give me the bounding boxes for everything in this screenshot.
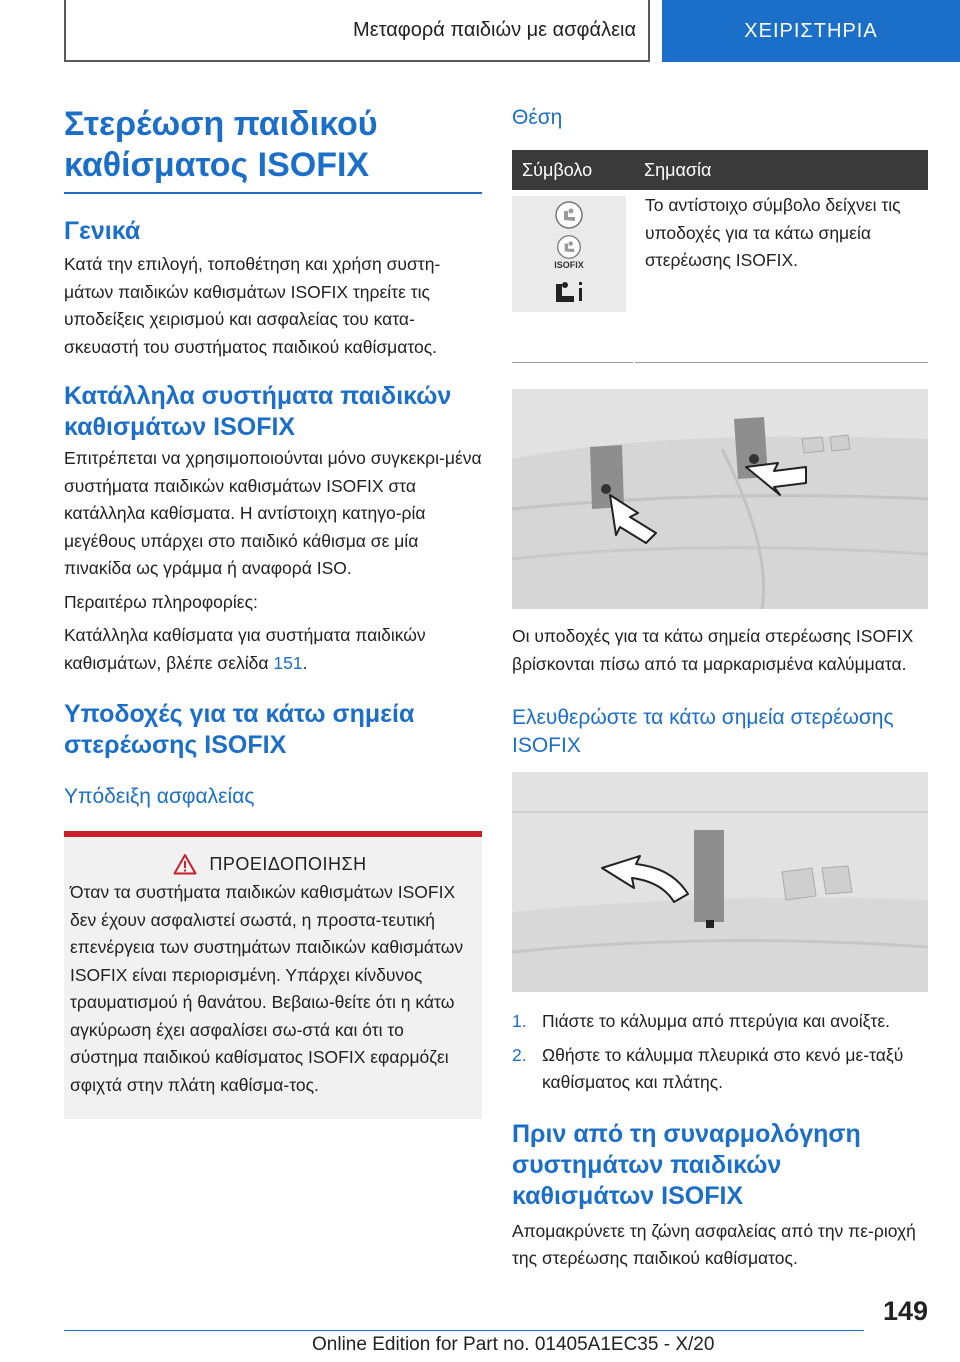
- position-heading: Θέση: [512, 106, 563, 129]
- more-info-text: Περαιτέρω πληροφορίες:: [64, 591, 258, 612]
- before-assembly-text: Απομακρύνετε τη ζώνη ασφαλείας από την πε-ριοχή της στερέωσης παιδικού καθίσματος.: [512, 1220, 916, 1268]
- running-header-chapter: [662, 0, 960, 62]
- safety-note-heading: Υπόδειξη ασφαλείας: [64, 785, 255, 808]
- page-title: Στερέωση παιδικού καθίσματος ISOFIX: [64, 104, 482, 194]
- general-text: Κατά την επιλογή, τοποθέτηση και χρήση συστη-μάτων παιδικών καθισμάτων ISOFIX τηρείτε τις υποδείξεις χειρισμού και ασφαλείας του κατα-σκευαστή του συστήματος παιδικού καθίσματος.: [64, 254, 441, 357]
- cover-release-illustration: [512, 772, 928, 992]
- warning-title: ΠΡΟΕΙΔΟΠΟΙΗΣΗ: [209, 853, 367, 874]
- left-column: [64, 100, 482, 1119]
- warning-header: [70, 853, 470, 875]
- reference-sentence: Κατάλληλα καθίσματα για συστήματα παιδικών καθισμάτων, βλέπε σελίδα: [64, 625, 426, 673]
- suitable-systems-text: Επιτρέπεται να χρησιμοποιούνται μόνο συγκεκρι-μένα συστήματα παιδικών καθισμάτων ISOFIX στα κατάλληλα καθίσματα. Η αντίστοιχη κατηγο-ρία μεγέθους υπάρχει στο παιδικό κάθισμα σε μία πινακίδα ως γράμμα ή αναφορά ISO.: [64, 448, 482, 578]
- isofix-symbol-label: ISOFIX: [554, 260, 584, 270]
- page-number: 149: [882, 1296, 928, 1326]
- table-header-row: [512, 150, 928, 190]
- before-assembly-heading: Πριν από τη συναρμολόγηση συστημάτων παιδικών καθισμάτων ISOFIX: [512, 1119, 861, 1210]
- list-item: [512, 1042, 928, 1097]
- warning-triangle-icon: [173, 853, 197, 875]
- step-number: 1.: [512, 1011, 527, 1031]
- isofix-symbol: [512, 196, 626, 312]
- running-header-section: [64, 0, 650, 62]
- release-steps-list: [512, 1008, 928, 1097]
- mounts-heading: Υποδοχές για τα κάτω σημεία στερέωσης ISOFIX: [64, 700, 415, 759]
- reference-end: .: [302, 652, 308, 673]
- table-header-symbol: Σύμβολο: [512, 150, 634, 190]
- rear-seat-illustration: [512, 389, 928, 609]
- suitable-systems-heading: Κατάλληλα συστήματα παιδικών καθισμάτων ISOFIX: [64, 382, 452, 441]
- symbol-meaning-text: Το αντίστοιχο σύμβολο δείχνει τις υποδοχές για τα κάτω σημεία στερέωσης ISOFIX.: [645, 195, 901, 270]
- symbol-cell: [512, 190, 634, 363]
- right-column: [512, 100, 928, 1273]
- step-text: Ωθήστε το κάλυμμα πλευρικά στο κενό με-ταξύ καθίσματος και πλάτης.: [542, 1044, 904, 1092]
- table-row: [512, 190, 928, 363]
- footer-divider: [64, 1330, 864, 1331]
- child-seat-info-icon: [552, 276, 586, 306]
- reference-text: [64, 622, 482, 677]
- image-caption: Οι υποδοχές για τα κάτω σημεία στερέωσης ISOFIX βρίσκονται πίσω από τα μαρκαρισμένα καλύμματα.: [512, 626, 914, 674]
- release-heading: Ελευθερώστε τα κάτω σημεία στερέωσης ISOFIX: [512, 706, 894, 757]
- list-item: [512, 1008, 928, 1036]
- header-chapter-title: ΧΕΙΡΙΣΤΗΡΙΑ: [744, 19, 878, 42]
- warning-box: [64, 831, 482, 1119]
- child-seat-icon: [554, 200, 584, 230]
- step-number: 2.: [512, 1044, 527, 1065]
- release-cover-image: [512, 772, 928, 992]
- header-section-title: Μεταφορά παιδιών με ασφάλεια: [353, 18, 636, 41]
- isofix-mounts-image: [512, 389, 928, 609]
- meaning-cell: [634, 190, 928, 363]
- step-text: Πιάστε το κάλυμμα από πτερύγια και ανοίξτε.: [542, 1011, 891, 1031]
- child-seat-isofix-icon: [556, 234, 582, 260]
- edition-footer: Online Edition for Part no. 01405A1EC35 - X/20: [312, 1334, 715, 1355]
- warning-text: Όταν τα συστήματα παιδικών καθισμάτων ISOFIX δεν έχουν ασφαλιστεί σωστά, η προστα-τευτική επενέργεια των συστημάτων παιδικών καθισμάτων ISOFIX είναι περιορισμένη. Υπάρχει κίνδυνος τραυματισμού ή θανάτου. Βεβαιω-θείτε ότι η κάτω αγκύρωση έχει ασφαλίσει σω-στά και ότι το σύστημα παιδικού καθίσματος ISOFIX εφαρμόζει σφιχτά στην πλάτη καθίσμα-τος.: [70, 882, 464, 1095]
- table-header-meaning: Σημασία: [634, 150, 928, 190]
- general-heading: Γενικά: [64, 217, 141, 245]
- symbol-table: [512, 150, 928, 363]
- page-reference-link[interactable]: 151: [273, 652, 303, 673]
